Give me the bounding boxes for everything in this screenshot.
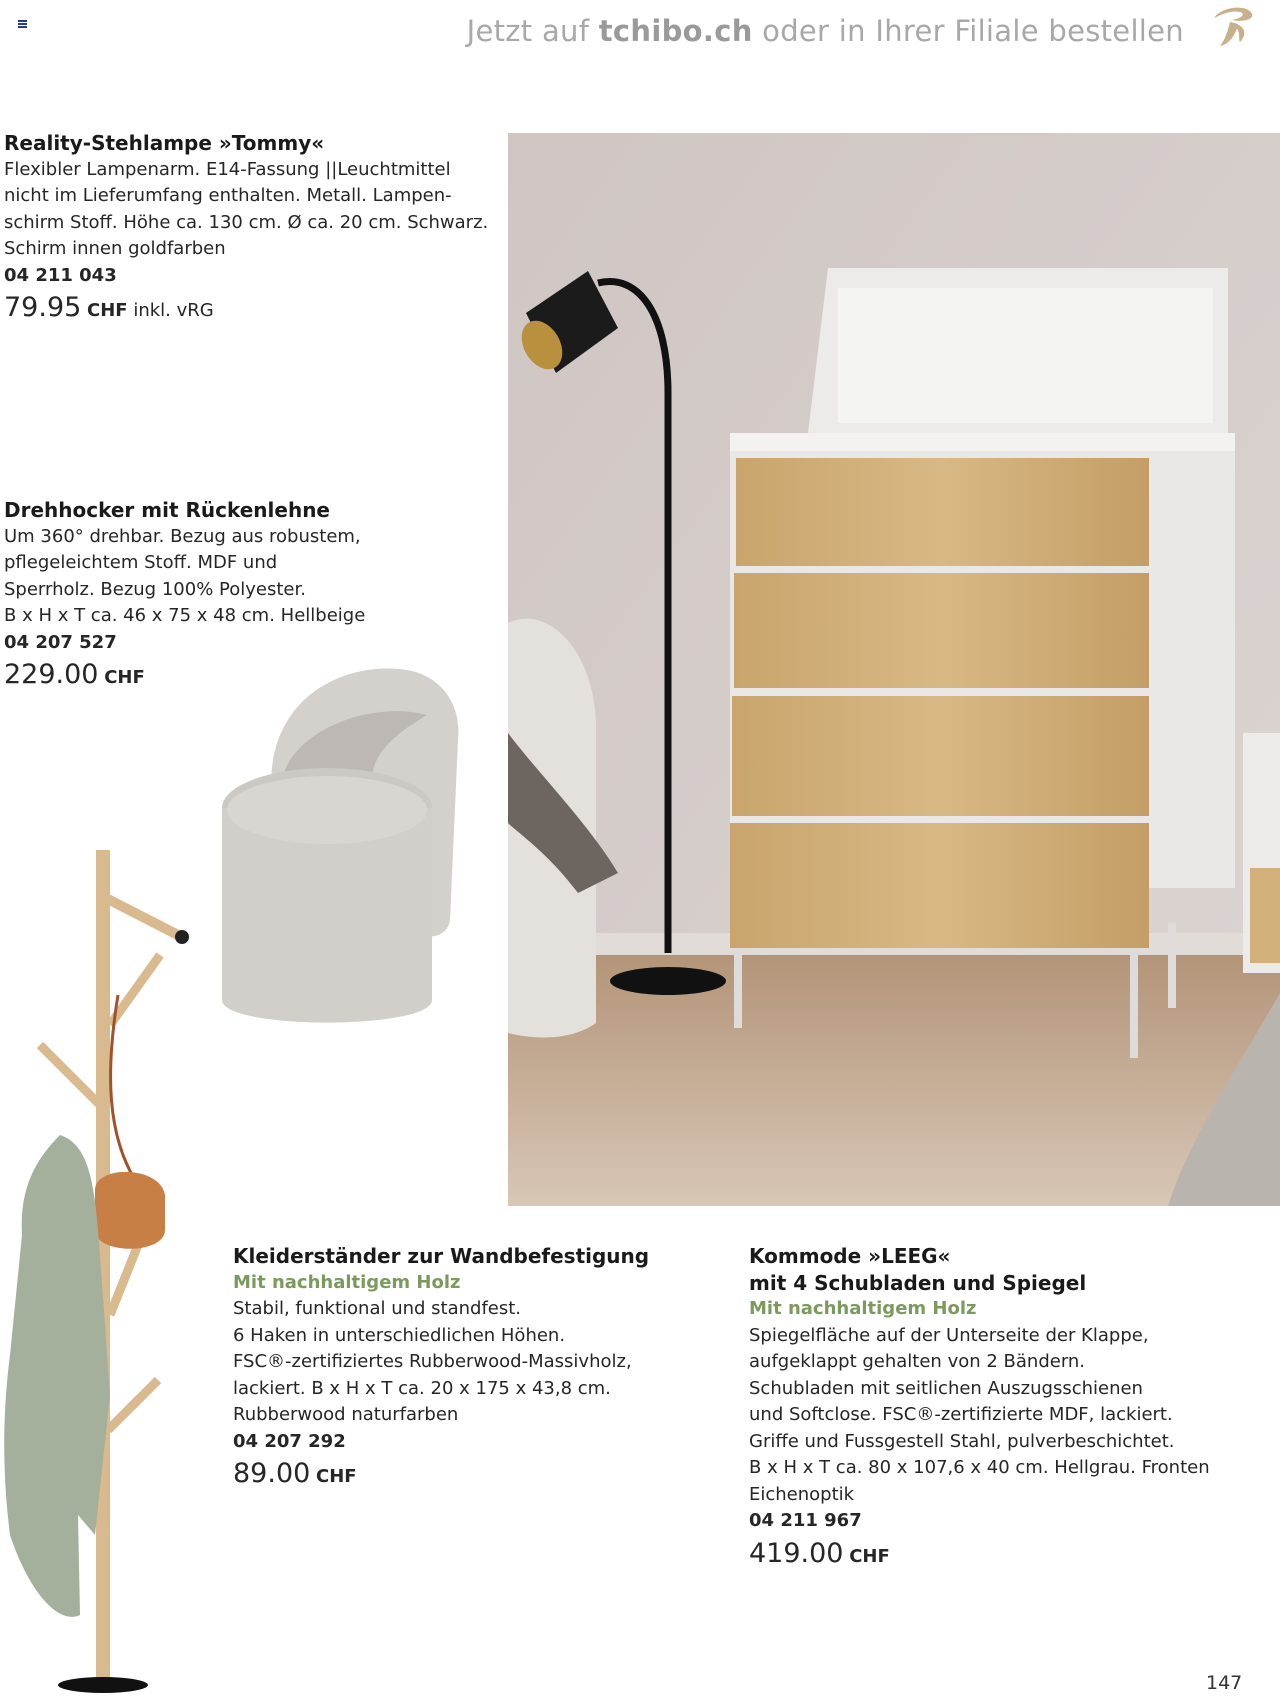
header-text-before: Jetzt auf: [466, 14, 599, 48]
product-dresser-title: Kommode »LEEG«: [749, 1244, 951, 1268]
product-stool-title: Drehhocker mit Rückenlehne: [4, 498, 330, 522]
product-dresser-desc-line: und Softclose. FSC®-zertifizierte MDF, lackiert.: [749, 1404, 1173, 1425]
product-lamp-desc-line: Flexibler Lampenarm. E14-Fassung ||Leuchtmittel: [4, 158, 451, 180]
product-stool-desc-line: Um 360° drehbar. Bezug aus robustem,: [4, 525, 361, 547]
header-order-banner: [467, 14, 1184, 48]
product-dresser: [749, 1243, 1269, 1570]
product-lamp-price: [4, 292, 474, 325]
price-currency: CHF: [87, 300, 128, 321]
product-dresser-price: [749, 1537, 1269, 1571]
price-currency: CHF: [316, 1466, 357, 1487]
product-stool-desc-line: pflegeleichtem Stoff. MDF und: [4, 552, 278, 573]
product-dresser-sustainability-tag: Mit nachhaltigem Holz: [749, 1298, 977, 1319]
header-brand-link[interactable]: tchibo.ch: [598, 14, 753, 48]
room-photo-dresser-lamp: [508, 133, 1280, 1206]
price-currency: CHF: [104, 667, 145, 688]
menu-icon[interactable]: [18, 20, 27, 28]
product-lamp: [4, 130, 489, 325]
product-coatrack-sustainability-tag: Mit nachhaltigem Holz: [233, 1271, 461, 1293]
price-value: 79.95: [4, 292, 82, 323]
product-coatrack-desc-line: FSC®-zertifiziertes Rubberwood-Massivholz,: [233, 1351, 632, 1372]
product-stool-article-number: 04 207 527: [4, 631, 117, 653]
product-dresser-desc-line: Spiegelfläche auf der Unterseite der Klappe,: [749, 1324, 1149, 1346]
product-coatrack-desc-line: 6 Haken in unterschiedlichen Höhen.: [233, 1324, 566, 1346]
product-stool-desc-line: B x H x T ca. 46 x 75 x 48 cm. Hellbeige: [4, 605, 366, 626]
stool-image: [222, 660, 472, 1060]
product-lamp-desc-line: nicht im Lieferumfang enthalten. Metall. Lampen-: [4, 185, 452, 206]
product-coatrack: [233, 1243, 713, 1491]
price-value: 419.00: [749, 1537, 844, 1569]
price-value: 89.00: [233, 1458, 311, 1489]
product-dresser-article-number: 04 211 967: [749, 1510, 862, 1531]
tchibo-logo-icon: [1208, 4, 1258, 50]
product-coatrack-desc-line: Stabil, funktional und standfest.: [233, 1298, 522, 1319]
product-lamp-desc-line: Schirm innen goldfarben: [4, 238, 226, 259]
product-dresser-subtitle: mit 4 Schubladen und Spiegel: [749, 1270, 1087, 1295]
price-note: inkl. vRG: [133, 300, 214, 321]
product-coatrack-title: Kleiderständer zur Wandbefestigung: [233, 1244, 650, 1268]
product-coatrack-article-number: 04 207 292: [233, 1430, 346, 1452]
product-dresser-desc-line: Eichenoptik: [749, 1483, 855, 1505]
product-lamp-desc-line: schirm Stoff. Höhe ca. 130 cm. Ø ca. 20 cm. Schwarz.: [4, 211, 489, 233]
price-value: 229.00: [4, 659, 99, 690]
product-lamp-article-number: 04 211 043: [4, 264, 117, 286]
product-dresser-desc-line: Griffe und Fussgestell Stahl, pulverbeschichtet.: [749, 1430, 1175, 1452]
product-coatrack-desc-line: lackiert. B x H x T ca. 20 x 175 x 43,8 cm.: [233, 1377, 611, 1399]
product-dresser-desc-line: aufgeklappt gehalten von 2 Bändern.: [749, 1351, 1086, 1372]
product-dresser-desc-line: Schubladen mit seitlichen Auszugsschienen: [749, 1377, 1143, 1399]
coat-rack-image: [0, 835, 200, 1697]
header-text-after: oder in Ihrer Filiale bestellen: [752, 14, 1184, 48]
product-stool-desc-line: Sperrholz. Bezug 100% Polyester.: [4, 578, 306, 600]
product-coatrack-price: [233, 1458, 713, 1491]
price-currency: CHF: [849, 1545, 890, 1567]
product-lamp-title: Reality-Stehlampe »Tommy«: [4, 131, 325, 155]
product-dresser-desc-line: B x H x T ca. 80 x 107,6 x 40 cm. Hellgrau. Fronten: [749, 1457, 1210, 1478]
page-number: 147: [1206, 1672, 1243, 1694]
product-coatrack-desc-line: Rubberwood naturfarben: [233, 1404, 459, 1425]
